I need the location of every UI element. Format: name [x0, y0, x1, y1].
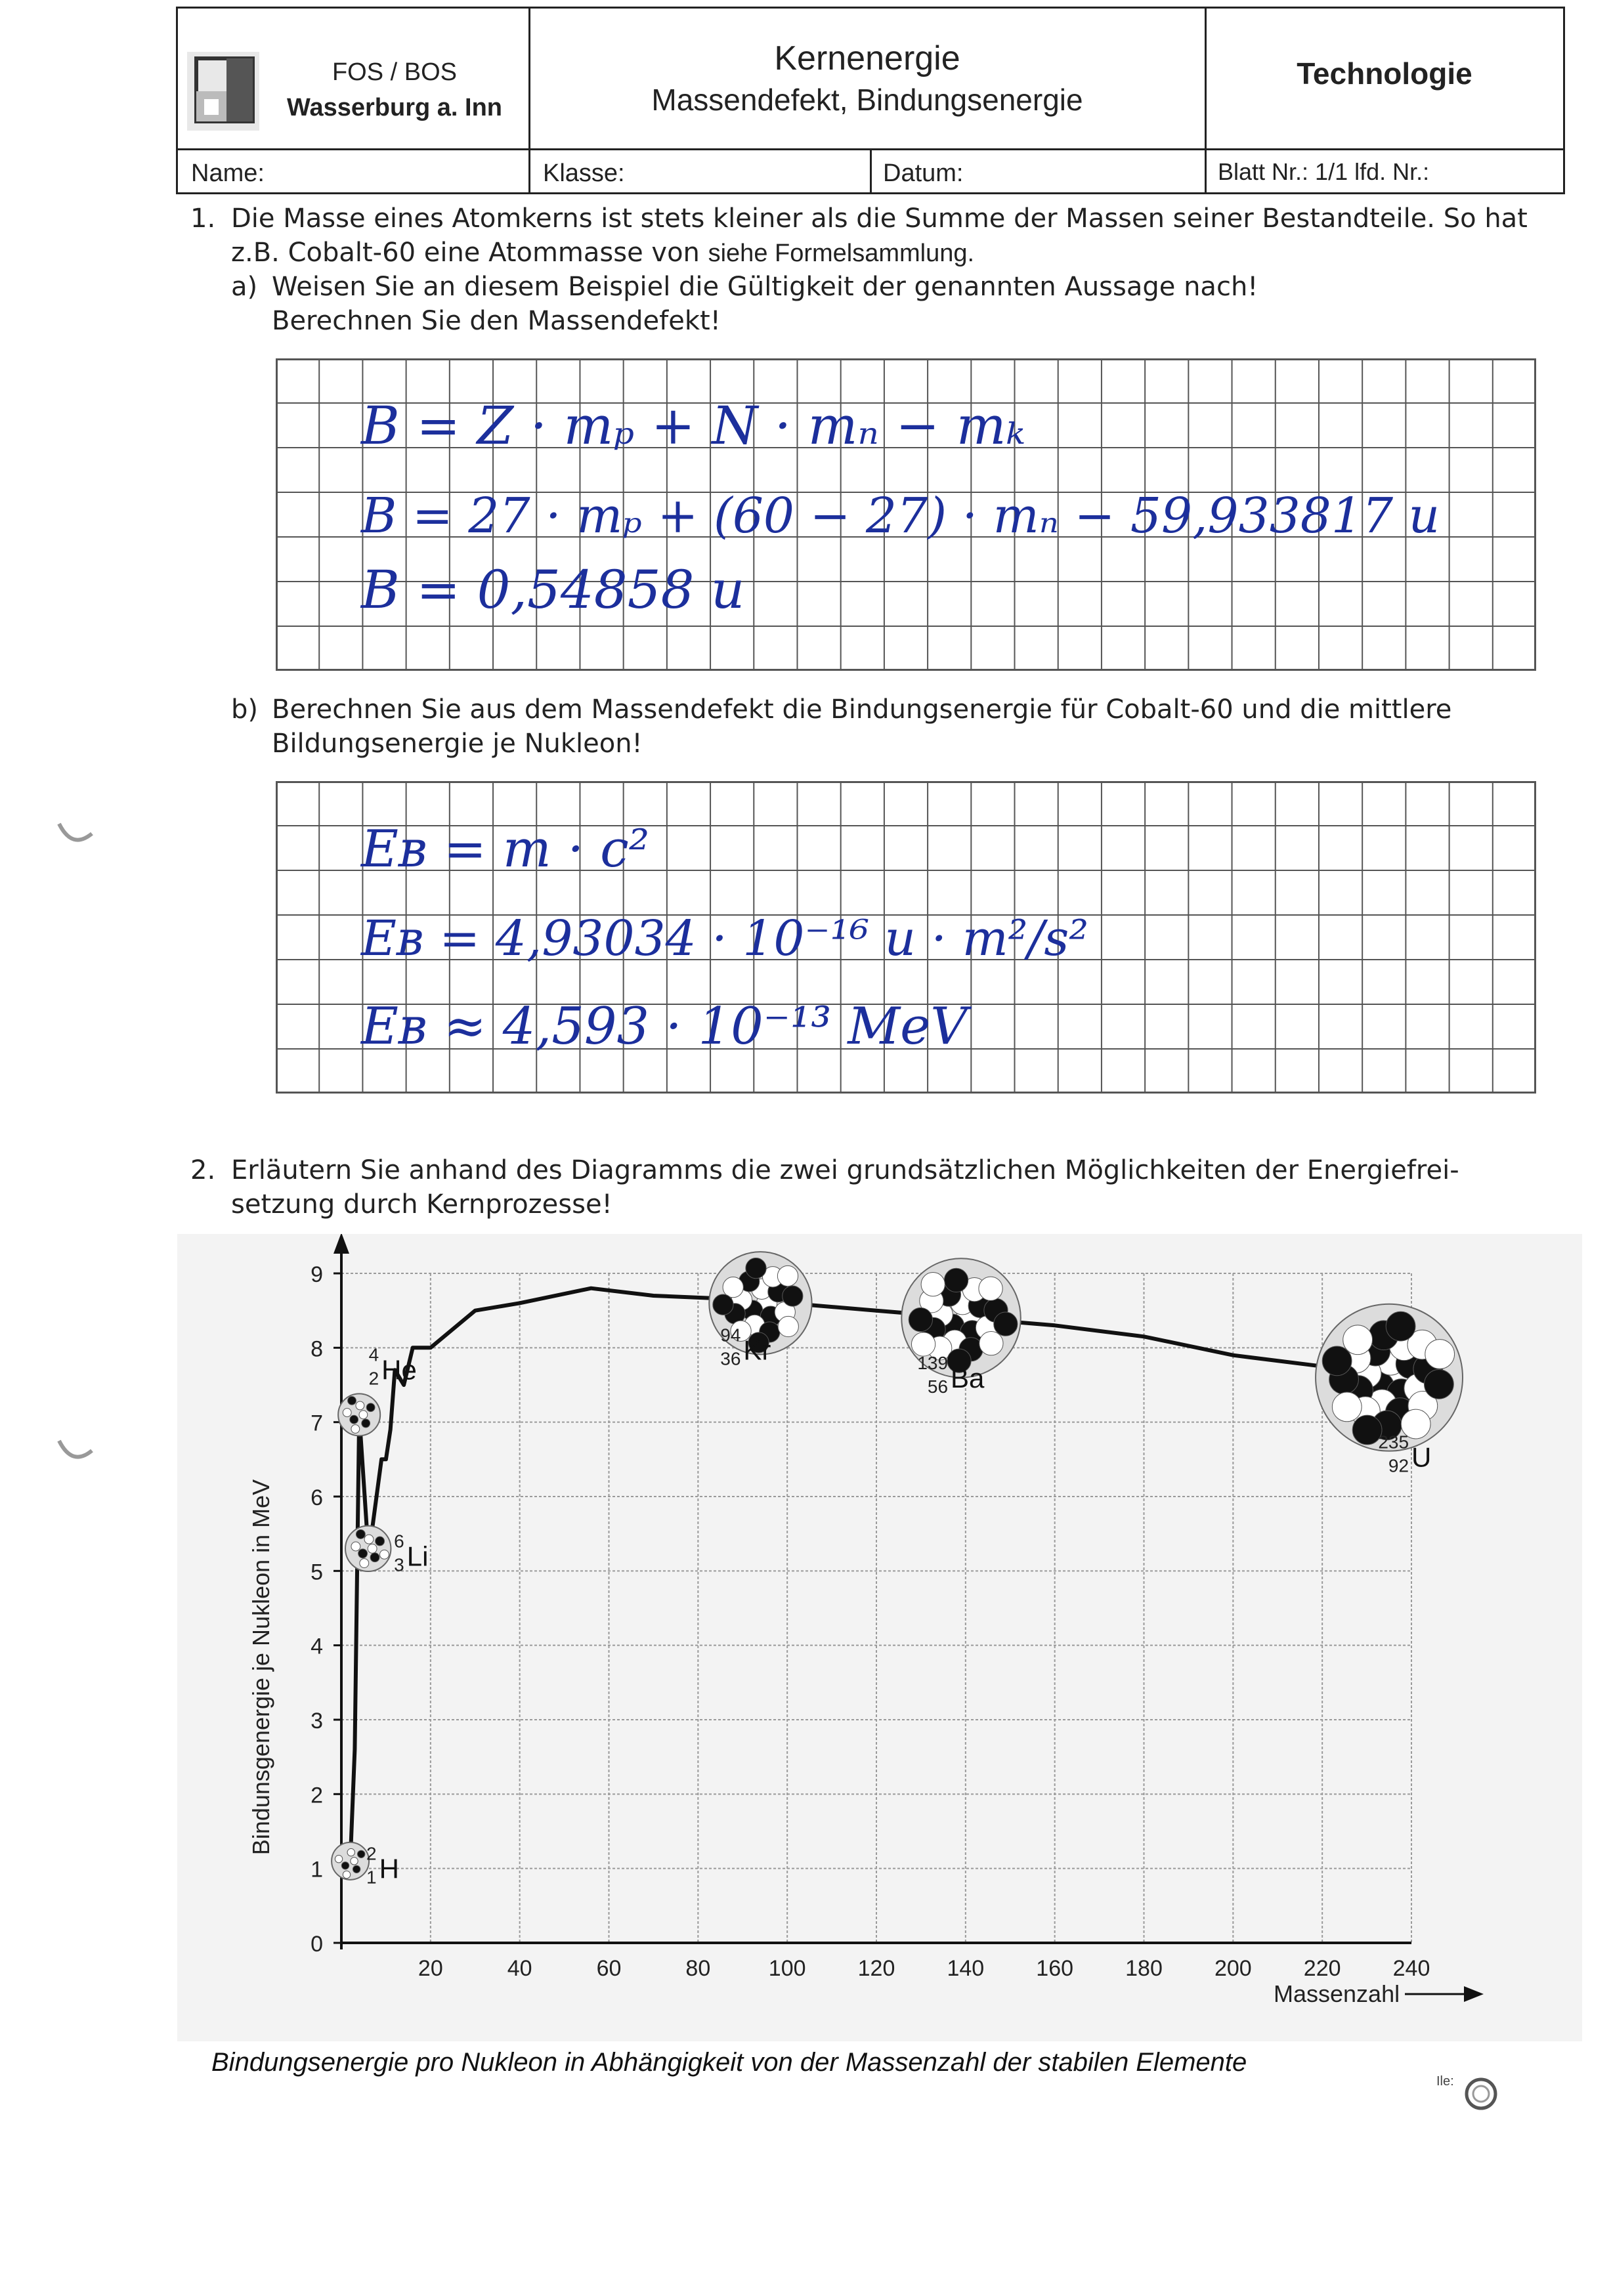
svg-text:92: 92 [1388, 1455, 1409, 1476]
date-label: Datum: [883, 159, 964, 187]
school-logo [187, 52, 259, 131]
x-axis-label: Massenzahl [1274, 1980, 1400, 2007]
y-axis-label: Bindunsgenergie je Nukleon in MeV [247, 1479, 274, 1856]
school-line-1: FOS / BOS [332, 58, 458, 86]
svg-text:6: 6 [394, 1531, 404, 1552]
y-tick-label-9: 9 [311, 1262, 323, 1287]
source-label: Ile: [1436, 2074, 1454, 2089]
svg-text:Ba: Ba [951, 1363, 985, 1393]
answer-b-line-3: Eʙ ≈ 4,593 · 10⁻¹³ MeV [361, 997, 968, 1056]
svg-text:U: U [1411, 1441, 1432, 1473]
task1a-line1: Weisen Sie an diesem Beispiel die Gültigkeit der genannten Aussage nach! [272, 272, 1258, 302]
svg-text:4: 4 [368, 1344, 379, 1365]
nucleus-h-icon [332, 1842, 369, 1880]
svg-text:He: He [381, 1354, 417, 1386]
nucleus-li-icon [345, 1526, 391, 1571]
name-label: Name: [191, 159, 265, 187]
school-line-2: Wasserburg a. Inn [287, 94, 502, 121]
svg-text:3: 3 [394, 1554, 404, 1575]
source-logo [1461, 2074, 1501, 2114]
x-tick-label-20: 20 [418, 1956, 443, 1981]
x-tick-label-200: 200 [1214, 1956, 1252, 1981]
binding-energy-chart [177, 1234, 1582, 2041]
answer-b-line-2: Eʙ = 4,93034 · 10⁻¹⁶ u · m²/s² [361, 910, 1089, 967]
nucleus-he-icon [338, 1393, 380, 1435]
answer-a-line-1: B = Z · mₚ + N · mₙ − mₖ [361, 395, 1025, 456]
x-tick-label-240: 240 [1392, 1956, 1430, 1981]
y-tick-label-3: 3 [311, 1709, 323, 1733]
svg-text:36: 36 [720, 1348, 741, 1369]
task1b-line2: Bildungsenergie je Nukleon! [272, 729, 643, 759]
task1-number: 1. [190, 203, 216, 234]
sheet-title: Kernenergie [774, 39, 960, 77]
svg-text:1: 1 [366, 1867, 377, 1888]
svg-text:2: 2 [368, 1368, 379, 1389]
task1a-line2: Berechnen Sie den Massendefekt! [272, 306, 721, 336]
punch-hole-upper [53, 814, 98, 860]
subject-label: Technologie [1297, 56, 1472, 91]
svg-text:Li: Li [406, 1541, 429, 1572]
task2-line2: setzung durch Kernprozesse! [231, 1189, 612, 1220]
task1-line1: Die Masse eines Atomkerns ist stets kleiner als die Summe der Massen seiner Bestandteile. So hat [231, 203, 1528, 234]
svg-text:56: 56 [927, 1376, 949, 1397]
x-tick-label-40: 40 [507, 1956, 532, 1981]
y-tick-label-8: 8 [311, 1336, 323, 1362]
task2-number: 2. [190, 1155, 216, 1185]
task1-line2-start: z.B. Cobalt-60 eine Atommasse von [231, 238, 700, 268]
sheet-number-label: Blatt Nr.: 1/1 lfd. Nr.: [1218, 158, 1430, 185]
sheet-subtitle: Massendefekt, Bindungsenergie [651, 83, 1083, 117]
x-tick-label-160: 160 [1036, 1956, 1074, 1981]
header-table [176, 7, 1565, 194]
y-tick-label-2: 2 [311, 1783, 323, 1808]
x-tick-label-120: 120 [857, 1956, 895, 1981]
svg-text:235: 235 [1378, 1432, 1409, 1453]
y-tick-label-0: 0 [311, 1932, 323, 1957]
answer-a-line-2: B = 27 · mₚ + (60 − 27) · mₙ − 59,933817 u [361, 488, 1440, 544]
answer-grid-a [276, 358, 1536, 671]
x-tick-label-100: 100 [768, 1956, 806, 1981]
x-tick-label-140: 140 [947, 1956, 985, 1981]
y-tick-label-4: 4 [311, 1634, 323, 1659]
task1-line2 [231, 238, 974, 268]
svg-text:94: 94 [720, 1325, 741, 1346]
answer-b-line-1: Eʙ = m · c² [361, 820, 650, 879]
svg-text:Kr: Kr [743, 1334, 771, 1366]
task2-line1: Erläutern Sie anhand des Diagramms die zwei grundsätzlichen Möglichkeiten der Energiefrei- [231, 1155, 1459, 1185]
x-tick-label-60: 60 [596, 1956, 622, 1981]
punch-hole-lower [53, 1431, 98, 1477]
y-tick-label-7: 7 [311, 1411, 323, 1436]
svg-text:H: H [379, 1853, 399, 1884]
task1b-line1: Berechnen Sie aus dem Massendefekt die Bindungsenergie für Cobalt-60 und die mittlere [272, 694, 1452, 725]
chart-caption: Bindungsenergie pro Nukleon in Abhängigkeit von der Massenzahl der stabilen Elemente [211, 2048, 1247, 2077]
x-tick-label-220: 220 [1303, 1956, 1341, 1981]
y-tick-label-1: 1 [311, 1857, 323, 1882]
answer-a-line-3: B = 0,54858 u [361, 559, 745, 620]
x-tick-label-180: 180 [1125, 1956, 1163, 1981]
answer-grid-b [276, 781, 1536, 1094]
task1-line2-end: siehe Formelsammlung. [708, 240, 975, 267]
y-tick-label-6: 6 [311, 1485, 323, 1510]
nucleus-u-icon [1316, 1304, 1463, 1451]
task1a-label: a) [231, 272, 258, 302]
class-label: Klasse: [543, 159, 625, 187]
y-tick-label-5: 5 [311, 1560, 323, 1585]
task1b-label: b) [231, 694, 258, 725]
x-tick-label-80: 80 [685, 1956, 711, 1981]
svg-text:2: 2 [366, 1843, 377, 1864]
svg-text:139: 139 [917, 1353, 949, 1373]
